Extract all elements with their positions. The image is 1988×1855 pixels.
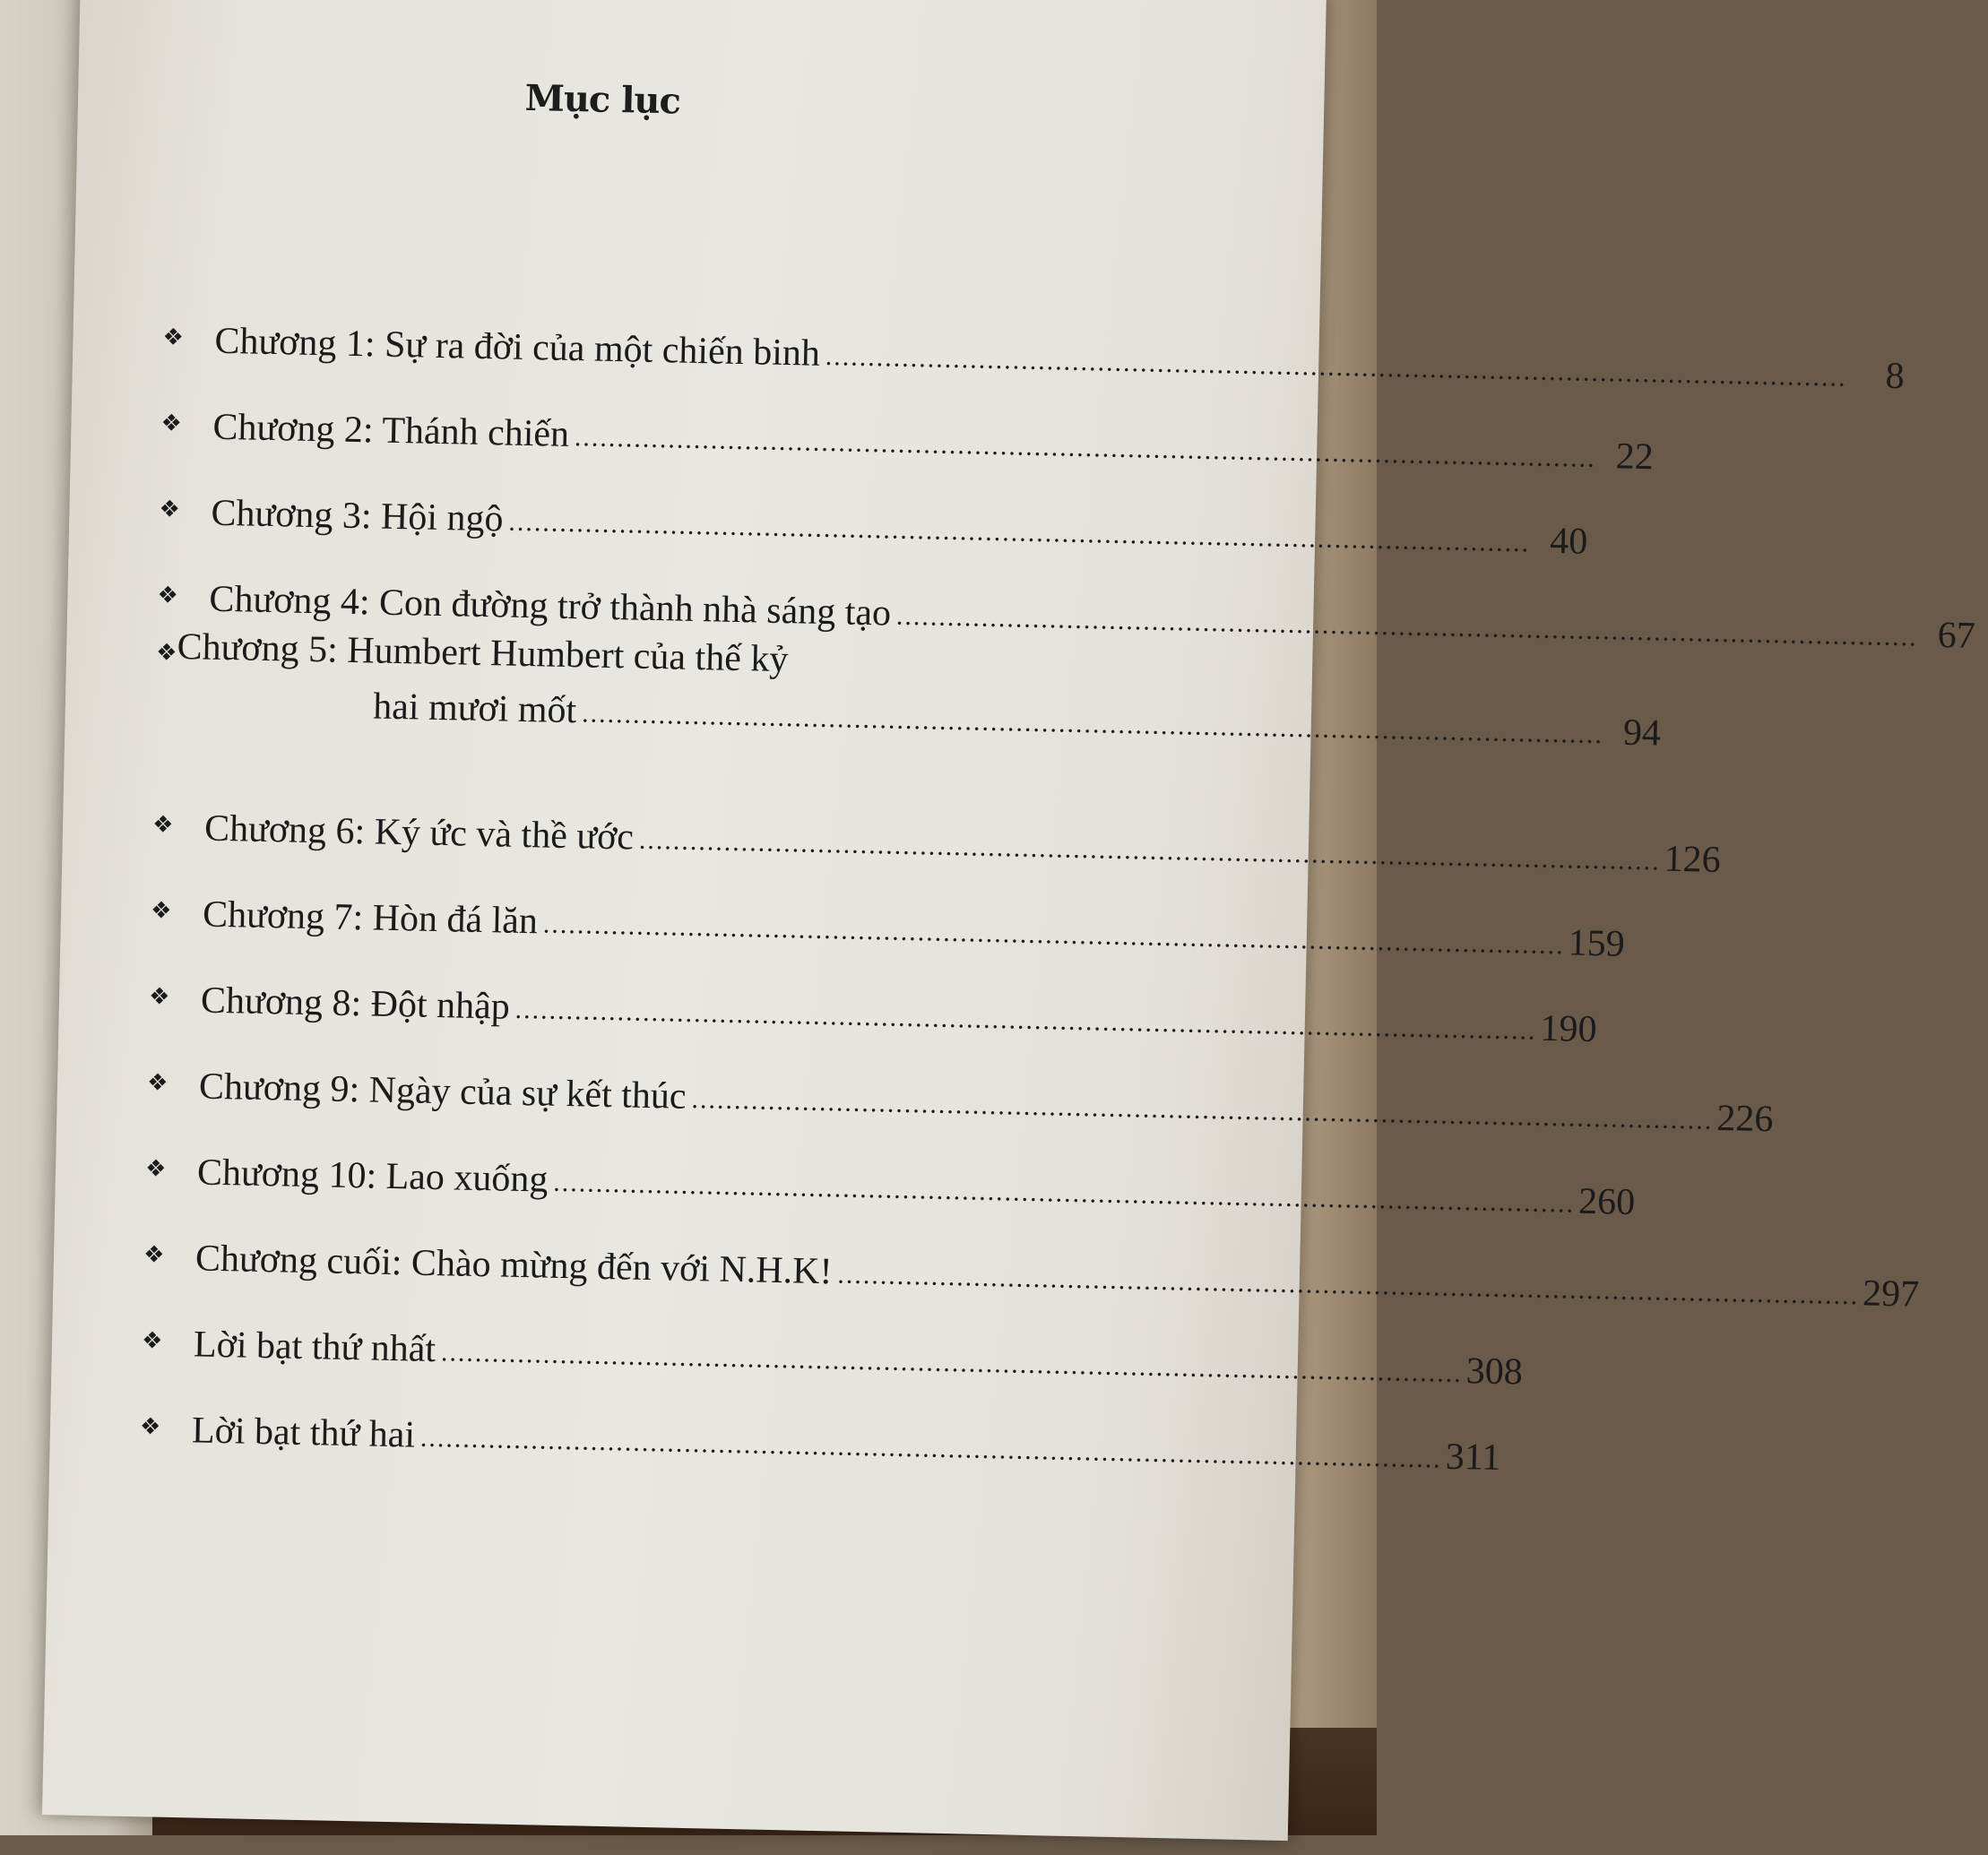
- entry-label-continuation: hai mươi mốt: [372, 686, 577, 732]
- entry-label: Chương 3: Hội ngộ: [210, 492, 505, 540]
- diamond-cluster-icon: ❖: [146, 1069, 169, 1096]
- entry-page-number: 159: [1568, 922, 1626, 965]
- entry-label: Chương 8: Đột nhập: [200, 979, 511, 1028]
- entry-page-number: 190: [1540, 1007, 1598, 1051]
- entry-label: Chương 4: Con đường trở thành nhà sáng tạo: [208, 578, 892, 634]
- toc-entry: [139, 1365, 1501, 1479]
- diamond-cluster-icon: ❖: [141, 1327, 163, 1354]
- entry-page-number: 311: [1445, 1436, 1501, 1479]
- diamond-cluster-icon: ❖: [139, 1413, 161, 1440]
- dot-leader: ........................................................................................................................: [440, 1337, 1464, 1389]
- toc-list: [139, 275, 1976, 1479]
- entry-label: Chương 1: Sự ra đời của một chiến binh: [214, 320, 821, 375]
- entry-page-number: 126: [1664, 838, 1722, 881]
- diamond-cluster-icon: ❖: [143, 1241, 165, 1268]
- entry-label: Chương 2: Thánh chiến: [212, 406, 570, 455]
- dot-leader: ........................................................................................................................: [691, 1083, 1714, 1135]
- entry-page-number: 297: [1862, 1273, 1920, 1316]
- book-page: [42, 0, 1976, 1841]
- dot-leader: ........................................................................................................................: [837, 1259, 1860, 1311]
- diamond-cluster-icon: ❖: [148, 983, 170, 1010]
- entry-label: Chương 6: Ký ức và thề ước: [203, 807, 635, 858]
- dot-leader: ........................................................................................................................: [514, 994, 1537, 1046]
- entry-label: Lời bạt thứ hai: [191, 1410, 416, 1456]
- diamond-cluster-icon: ❖: [144, 1155, 167, 1182]
- dot-leader: ........................................................................................................................: [638, 824, 1662, 876]
- entry-page-number: 308: [1465, 1350, 1524, 1393]
- entry-page-number: 260: [1577, 1180, 1636, 1224]
- entry-page-number: 94: [1622, 712, 1662, 755]
- entry-label: Lời bạt thứ nhất: [193, 1324, 436, 1371]
- entry-page-number: 8: [1885, 355, 1906, 398]
- dot-leader: ........................................................................................................................: [574, 422, 1597, 473]
- entry-label: Chương 10: Lao xuống: [196, 1152, 549, 1201]
- entry-label: Chương cuối: Chào mừng đến với N.H.K!: [194, 1238, 833, 1293]
- entry-label: Chương 9: Ngày của sự kết thúc: [198, 1066, 687, 1117]
- toc-entry: [154, 619, 1662, 782]
- dot-leader: ........................................................................................................................: [542, 909, 1565, 961]
- entry-label: Chương 7: Hòn đá lăn: [202, 893, 539, 943]
- dot-leader: ........................................................................................................................: [419, 1422, 1443, 1474]
- dot-leader: ........................................................................................................................: [553, 1167, 1576, 1219]
- toc-title: Mục lục: [524, 76, 681, 123]
- dot-leader: ........................................................................................................................: [825, 341, 1847, 393]
- diamond-cluster-icon: ❖: [150, 897, 172, 924]
- diamond-cluster-icon: ❖: [160, 410, 183, 436]
- entry-page-number: 40: [1549, 520, 1588, 563]
- diamond-cluster-icon: ❖: [159, 496, 181, 522]
- dot-leader: ........................................................................................................................: [581, 698, 1604, 750]
- entry-label: Chương 5: Humbert Humbert của thế kỷ: [177, 626, 789, 681]
- diamond-cluster-icon: ❖: [162, 324, 185, 350]
- entry-page-number: 226: [1716, 1097, 1774, 1141]
- diamond-cluster-icon: ❖: [157, 582, 179, 608]
- dot-leader: ........................................................................................................................: [895, 600, 1919, 652]
- dot-leader: ........................................................................................................................: [508, 506, 1531, 558]
- diamond-cluster-icon: ❖: [151, 811, 174, 838]
- entry-page-number: 67: [1937, 614, 1976, 657]
- entry-page-number: 22: [1615, 436, 1655, 479]
- diamond-cluster-icon: ❖: [155, 639, 177, 666]
